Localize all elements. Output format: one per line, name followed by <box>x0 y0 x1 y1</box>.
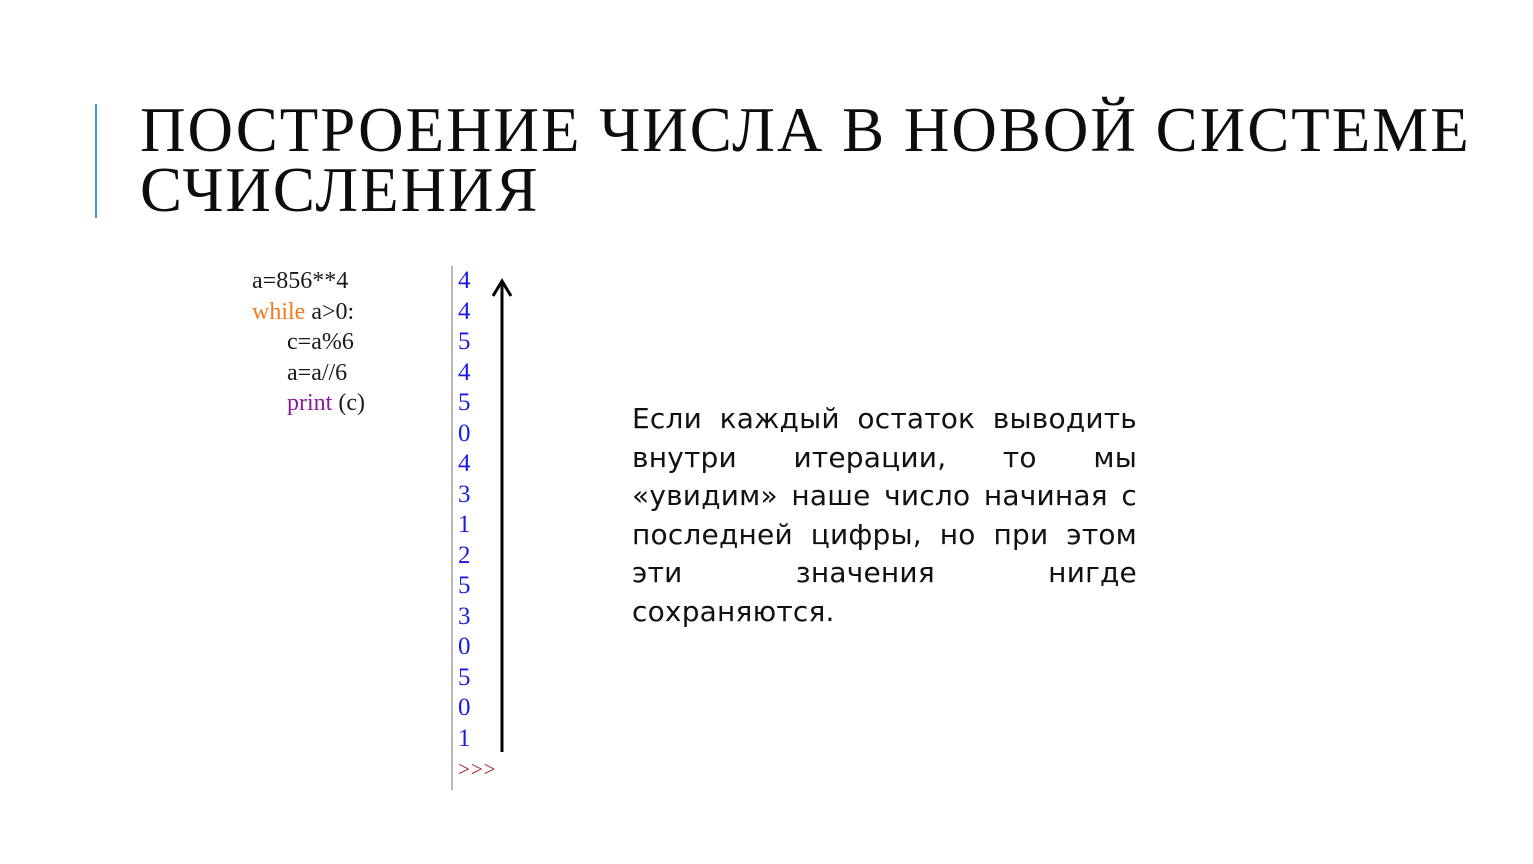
output-digit: 5 <box>458 572 471 599</box>
title-line-1: ПОСТРОЕНИЕ ЧИСЛА В НОВОЙ СИСТЕМЕ <box>140 95 1471 165</box>
code-line-1: a=856**4 <box>252 268 349 294</box>
output-digit: 5 <box>458 663 471 691</box>
shell-border <box>451 266 453 790</box>
code-listing <box>252 266 365 419</box>
while-condition: a>0: <box>305 298 355 325</box>
output-digit: 5 <box>458 328 471 355</box>
title-accent-bar <box>95 104 97 218</box>
output-digit: 4 <box>458 358 471 386</box>
print-builtin: print <box>287 390 333 416</box>
code-line-5 <box>252 388 365 419</box>
title-line-2: СЧИСЛЕНИЯ <box>140 155 540 225</box>
up-arrow-icon <box>488 276 518 752</box>
slide-title <box>140 95 1510 225</box>
code-line-3: c=a%6 <box>287 329 354 355</box>
output-digit: 1 <box>458 724 471 752</box>
output-digit: 5 <box>458 389 471 416</box>
output-digit: 4 <box>458 267 471 294</box>
output-digit: 1 <box>458 511 471 538</box>
explanation-text: Если каждый остаток выводить внутри итерации, то мы «увидим» наше число начиная с последней цифры, но при этом эти значения нигде сохраняются. <box>632 402 1137 628</box>
output-digit: 0 <box>458 694 471 721</box>
output-digit: 0 <box>458 633 471 660</box>
output-digit: 0 <box>458 419 471 447</box>
print-args: (c) <box>332 390 365 416</box>
shell-prompt: >>> <box>458 757 497 781</box>
output-digit: 3 <box>458 480 471 508</box>
code-line-2 <box>252 297 365 328</box>
output-digit: 4 <box>458 297 471 325</box>
code-line-4: a=a//6 <box>287 359 348 386</box>
while-keyword: while <box>252 298 306 325</box>
output-digit: 2 <box>458 541 471 569</box>
output-digit: 4 <box>458 450 471 477</box>
output-digit: 3 <box>458 602 471 630</box>
